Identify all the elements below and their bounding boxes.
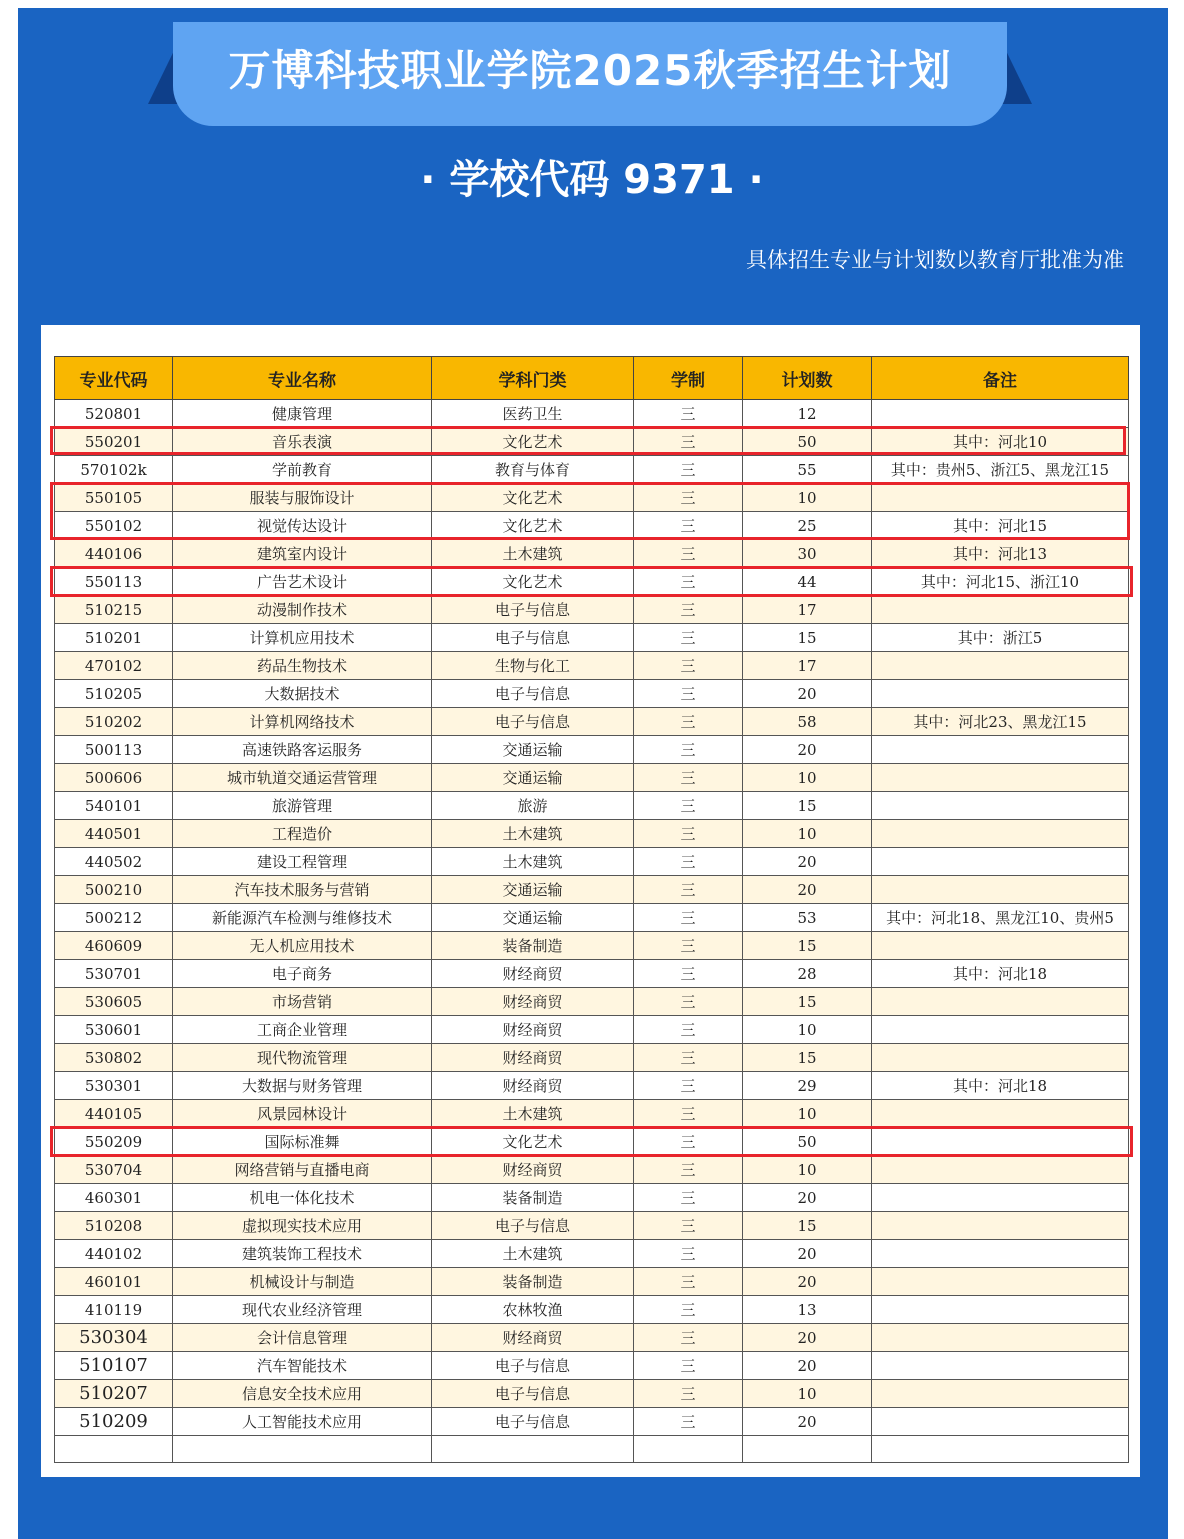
cell-category: 财经商贸	[432, 1156, 634, 1184]
cell-remarks	[872, 1380, 1129, 1408]
school-code: · 学校代码 9371 ·	[420, 157, 764, 203]
cell-category: 文化艺术	[432, 512, 634, 540]
cell-category: 财经商贸	[432, 1044, 634, 1072]
cell-remarks	[872, 1100, 1129, 1128]
table-row	[55, 652, 1129, 680]
empty-cell	[634, 1436, 743, 1463]
cell-category: 财经商贸	[432, 1016, 634, 1044]
table-row	[55, 1352, 1129, 1380]
cell-code: 530802	[55, 1044, 173, 1072]
cell-remarks	[872, 1184, 1129, 1212]
cell-category: 财经商贸	[432, 1072, 634, 1100]
cell-name: 信息安全技术应用	[173, 1380, 432, 1408]
cell-category: 医药卫生	[432, 400, 634, 428]
cell-duration: 三	[634, 1016, 743, 1044]
cell-duration: 三	[634, 568, 743, 596]
cell-remarks: 其中：河北23、黑龙江15	[872, 708, 1129, 736]
cell-code: 470102	[55, 652, 173, 680]
cell-duration: 三	[634, 1240, 743, 1268]
cell-name: 工程造价	[173, 820, 432, 848]
cell-code: 510209	[55, 1408, 173, 1436]
cell-name: 无人机应用技术	[173, 932, 432, 960]
cell-quota: 50	[743, 428, 872, 456]
cell-remarks: 其中：贵州5、浙江5、黑龙江15	[872, 456, 1129, 484]
table-row	[55, 764, 1129, 792]
table-row	[55, 1072, 1129, 1100]
cell-remarks	[872, 736, 1129, 764]
cell-remarks	[872, 876, 1129, 904]
cell-remarks	[872, 792, 1129, 820]
cell-duration: 三	[634, 1156, 743, 1184]
cell-quota: 15	[743, 624, 872, 652]
cell-duration: 三	[634, 400, 743, 428]
empty-cell	[872, 1436, 1129, 1463]
cell-remarks	[872, 1408, 1129, 1436]
cell-name: 健康管理	[173, 400, 432, 428]
cell-name: 建筑装饰工程技术	[173, 1240, 432, 1268]
cell-category: 电子与信息	[432, 708, 634, 736]
cell-category: 文化艺术	[432, 568, 634, 596]
cell-quota: 20	[743, 1408, 872, 1436]
cell-quota: 44	[743, 568, 872, 596]
cell-code: 520801	[55, 400, 173, 428]
cell-remarks	[872, 1016, 1129, 1044]
cell-remarks	[872, 596, 1129, 624]
cell-category: 电子与信息	[432, 1352, 634, 1380]
cell-remarks: 其中：河北10	[872, 428, 1129, 456]
cell-quota: 10	[743, 764, 872, 792]
cell-duration: 三	[634, 876, 743, 904]
cell-code: 530301	[55, 1072, 173, 1100]
cell-quota: 50	[743, 1128, 872, 1156]
cell-code: 510107	[55, 1352, 173, 1380]
cell-quota: 10	[743, 1156, 872, 1184]
cell-name: 人工智能技术应用	[173, 1408, 432, 1436]
cell-remarks	[872, 932, 1129, 960]
cell-category: 土木建筑	[432, 540, 634, 568]
cell-remarks	[872, 1156, 1129, 1184]
table-row	[55, 1268, 1129, 1296]
cell-remarks	[872, 680, 1129, 708]
cell-category: 文化艺术	[432, 1128, 634, 1156]
cell-duration: 三	[634, 540, 743, 568]
cell-code: 550209	[55, 1128, 173, 1156]
cell-quota: 10	[743, 1100, 872, 1128]
cell-name: 音乐表演	[173, 428, 432, 456]
table-row	[55, 1324, 1129, 1352]
cell-category: 教育与体育	[432, 456, 634, 484]
table-row	[55, 988, 1129, 1016]
table-row	[55, 792, 1129, 820]
cell-quota: 10	[743, 1380, 872, 1408]
cell-remarks: 其中：河北15、浙江10	[872, 568, 1129, 596]
cell-duration: 三	[634, 932, 743, 960]
cell-duration: 三	[634, 1184, 743, 1212]
cell-code: 500210	[55, 876, 173, 904]
table-row	[55, 540, 1129, 568]
cell-quota: 15	[743, 1212, 872, 1240]
cell-category: 电子与信息	[432, 1380, 634, 1408]
cell-code: 510202	[55, 708, 173, 736]
cell-name: 计算机应用技术	[173, 624, 432, 652]
cell-remarks: 其中：河北18、黑龙江10、贵州5	[872, 904, 1129, 932]
cell-code: 440106	[55, 540, 173, 568]
cell-name: 广告艺术设计	[173, 568, 432, 596]
cell-code: 550201	[55, 428, 173, 456]
cell-category: 土木建筑	[432, 820, 634, 848]
cell-category: 土木建筑	[432, 848, 634, 876]
cell-duration: 三	[634, 1408, 743, 1436]
approval-notice: 具体招生专业与计划数以教育厅批准为准	[746, 248, 1124, 272]
page-title: 万博科技职业学院2025秋季招生计划	[228, 46, 952, 95]
cell-remarks	[872, 1324, 1129, 1352]
cell-quota: 30	[743, 540, 872, 568]
cell-duration: 三	[634, 1324, 743, 1352]
cell-quota: 17	[743, 596, 872, 624]
cell-name: 网络营销与直播电商	[173, 1156, 432, 1184]
empty-cell	[173, 1436, 432, 1463]
cell-remarks	[872, 764, 1129, 792]
cell-code: 530605	[55, 988, 173, 1016]
cell-code: 440102	[55, 1240, 173, 1268]
cell-code: 530601	[55, 1016, 173, 1044]
cell-remarks: 其中：河北15	[872, 512, 1129, 540]
cell-duration: 三	[634, 960, 743, 988]
table-row	[55, 1016, 1129, 1044]
cell-name: 汽车智能技术	[173, 1352, 432, 1380]
cell-remarks	[872, 400, 1129, 428]
highlight-box	[50, 566, 1133, 597]
cell-quota: 12	[743, 400, 872, 428]
table-row	[55, 932, 1129, 960]
cell-category: 文化艺术	[432, 428, 634, 456]
table-header-row	[55, 357, 1129, 400]
cell-name: 风景园林设计	[173, 1100, 432, 1128]
table-row	[55, 820, 1129, 848]
col-header-name: 专业名称	[173, 357, 432, 400]
table-row	[55, 1156, 1129, 1184]
cell-duration: 三	[634, 1072, 743, 1100]
cell-name: 大数据技术	[173, 680, 432, 708]
cell-quota: 20	[743, 876, 872, 904]
table-row	[55, 904, 1129, 932]
cell-category: 装备制造	[432, 1184, 634, 1212]
cell-code: 510208	[55, 1212, 173, 1240]
cell-quota: 20	[743, 1324, 872, 1352]
col-header-category: 学科门类	[432, 357, 634, 400]
table-row	[55, 1380, 1129, 1408]
cell-duration: 三	[634, 904, 743, 932]
cell-category: 财经商贸	[432, 1324, 634, 1352]
cell-quota: 20	[743, 680, 872, 708]
cell-name: 建设工程管理	[173, 848, 432, 876]
cell-quota: 20	[743, 1268, 872, 1296]
cell-quota: 15	[743, 988, 872, 1016]
cell-name: 虚拟现实技术应用	[173, 1212, 432, 1240]
empty-cell	[743, 1436, 872, 1463]
cell-code: 530304	[55, 1324, 173, 1352]
cell-remarks: 其中：河北13	[872, 540, 1129, 568]
cell-duration: 三	[634, 1100, 743, 1128]
cell-duration: 三	[634, 1296, 743, 1324]
cell-duration: 三	[634, 736, 743, 764]
table-row	[55, 960, 1129, 988]
cell-category: 交通运输	[432, 904, 634, 932]
cell-name: 计算机网络技术	[173, 708, 432, 736]
cell-duration: 三	[634, 1380, 743, 1408]
cell-name: 电子商务	[173, 960, 432, 988]
cell-code: 550102	[55, 512, 173, 540]
cell-code: 510215	[55, 596, 173, 624]
cell-code: 440502	[55, 848, 173, 876]
cell-code: 550105	[55, 484, 173, 512]
cell-name: 工商企业管理	[173, 1016, 432, 1044]
cell-code: 440105	[55, 1100, 173, 1128]
cell-category: 装备制造	[432, 932, 634, 960]
cell-code: 460609	[55, 932, 173, 960]
cell-remarks	[872, 988, 1129, 1016]
cell-category: 文化艺术	[432, 484, 634, 512]
cell-code: 510205	[55, 680, 173, 708]
cell-category: 装备制造	[432, 1268, 634, 1296]
empty-cell	[55, 1436, 173, 1463]
cell-name: 高速铁路客运服务	[173, 736, 432, 764]
cell-name: 建筑室内设计	[173, 540, 432, 568]
cell-name: 会计信息管理	[173, 1324, 432, 1352]
cell-category: 生物与化工	[432, 652, 634, 680]
cell-category: 电子与信息	[432, 680, 634, 708]
table-row	[55, 1184, 1129, 1212]
cell-duration: 三	[634, 680, 743, 708]
cell-duration: 三	[634, 1352, 743, 1380]
cell-remarks: 其中：浙江5	[872, 624, 1129, 652]
table-row	[55, 1296, 1129, 1324]
table-row	[55, 456, 1129, 484]
table-row	[55, 624, 1129, 652]
cell-code: 510207	[55, 1380, 173, 1408]
cell-code: 500212	[55, 904, 173, 932]
table-row	[55, 736, 1129, 764]
cell-remarks: 其中：河北18	[872, 1072, 1129, 1100]
cell-name: 大数据与财务管理	[173, 1072, 432, 1100]
table-row	[55, 1212, 1129, 1240]
cell-name: 国际标准舞	[173, 1128, 432, 1156]
cell-category: 电子与信息	[432, 1212, 634, 1240]
cell-quota: 10	[743, 820, 872, 848]
cell-name: 学前教育	[173, 456, 432, 484]
cell-duration: 三	[634, 456, 743, 484]
cell-quota: 55	[743, 456, 872, 484]
cell-quota: 10	[743, 1016, 872, 1044]
cell-quota: 20	[743, 1352, 872, 1380]
table-row	[55, 1044, 1129, 1072]
cell-quota: 25	[743, 512, 872, 540]
cell-name: 现代农业经济管理	[173, 1296, 432, 1324]
cell-name: 城市轨道交通运营管理	[173, 764, 432, 792]
cell-category: 电子与信息	[432, 1408, 634, 1436]
cell-remarks	[872, 848, 1129, 876]
cell-quota: 15	[743, 932, 872, 960]
cell-quota: 58	[743, 708, 872, 736]
cell-quota: 20	[743, 1240, 872, 1268]
title-banner	[173, 22, 1007, 126]
cell-name: 服装与服饰设计	[173, 484, 432, 512]
cell-code: 460301	[55, 1184, 173, 1212]
table-row	[55, 876, 1129, 904]
cell-code: 500606	[55, 764, 173, 792]
cell-code: 540101	[55, 792, 173, 820]
cell-code: 530704	[55, 1156, 173, 1184]
cell-quota: 20	[743, 736, 872, 764]
table-row	[55, 1240, 1129, 1268]
table-body	[55, 400, 1129, 1463]
table-row	[55, 848, 1129, 876]
cell-name: 市场营销	[173, 988, 432, 1016]
col-header-code: 专业代码	[55, 357, 173, 400]
cell-code: 440501	[55, 820, 173, 848]
col-header-remarks: 备注	[872, 357, 1129, 400]
cell-code: 510201	[55, 624, 173, 652]
table-row	[55, 708, 1129, 736]
cell-code: 460101	[55, 1268, 173, 1296]
col-header-quota: 计划数	[743, 357, 872, 400]
cell-name: 旅游管理	[173, 792, 432, 820]
cell-category: 旅游	[432, 792, 634, 820]
table-row	[55, 596, 1129, 624]
cell-duration: 三	[634, 792, 743, 820]
cell-duration: 三	[634, 484, 743, 512]
cell-duration: 三	[634, 652, 743, 680]
cell-category: 财经商贸	[432, 988, 634, 1016]
cell-quota: 10	[743, 484, 872, 512]
cell-category: 财经商贸	[432, 960, 634, 988]
cell-remarks	[872, 1044, 1129, 1072]
cell-quota: 17	[743, 652, 872, 680]
cell-name: 机电一体化技术	[173, 1184, 432, 1212]
cell-name: 药品生物技术	[173, 652, 432, 680]
cell-code: 410119	[55, 1296, 173, 1324]
cell-name: 新能源汽车检测与维修技术	[173, 904, 432, 932]
cell-category: 电子与信息	[432, 596, 634, 624]
cell-duration: 三	[634, 848, 743, 876]
cell-quota: 15	[743, 792, 872, 820]
highlight-box	[50, 1126, 1133, 1157]
cell-name: 现代物流管理	[173, 1044, 432, 1072]
highlight-box	[50, 482, 1130, 540]
cell-quota: 53	[743, 904, 872, 932]
cell-remarks	[872, 1296, 1129, 1324]
empty-cell	[432, 1436, 634, 1463]
cell-duration: 三	[634, 1128, 743, 1156]
cell-category: 电子与信息	[432, 624, 634, 652]
table-row	[55, 1408, 1129, 1436]
cell-duration: 三	[634, 764, 743, 792]
cell-quota: 29	[743, 1072, 872, 1100]
cell-duration: 三	[634, 1268, 743, 1296]
cell-category: 土木建筑	[432, 1100, 634, 1128]
cell-category: 土木建筑	[432, 1240, 634, 1268]
cell-duration: 三	[634, 624, 743, 652]
cell-category: 农林牧渔	[432, 1296, 634, 1324]
cell-duration: 三	[634, 708, 743, 736]
cell-quota: 28	[743, 960, 872, 988]
cell-remarks	[872, 1352, 1129, 1380]
cell-code: 550113	[55, 568, 173, 596]
table-row-empty	[55, 1436, 1129, 1463]
cell-duration: 三	[634, 596, 743, 624]
table-row	[55, 400, 1129, 428]
cell-name: 视觉传达设计	[173, 512, 432, 540]
cell-name: 机械设计与制造	[173, 1268, 432, 1296]
cell-remarks: 其中：河北18	[872, 960, 1129, 988]
col-header-duration: 学制	[634, 357, 743, 400]
cell-quota: 15	[743, 1044, 872, 1072]
cell-code: 570102k	[55, 456, 173, 484]
cell-remarks	[872, 820, 1129, 848]
cell-code: 500113	[55, 736, 173, 764]
cell-duration: 三	[634, 512, 743, 540]
cell-remarks	[872, 652, 1129, 680]
cell-code: 530701	[55, 960, 173, 988]
cell-category: 交通运输	[432, 764, 634, 792]
cell-duration: 三	[634, 988, 743, 1016]
cell-remarks	[872, 1240, 1129, 1268]
cell-category: 交通运输	[432, 876, 634, 904]
cell-remarks	[872, 1212, 1129, 1240]
cell-duration: 三	[634, 428, 743, 456]
cell-duration: 三	[634, 820, 743, 848]
cell-name: 动漫制作技术	[173, 596, 432, 624]
highlight-box	[50, 426, 1126, 455]
cell-category: 交通运输	[432, 736, 634, 764]
table-row	[55, 1100, 1129, 1128]
cell-quota: 20	[743, 848, 872, 876]
table-row	[55, 680, 1129, 708]
cell-quota: 13	[743, 1296, 872, 1324]
cell-quota: 20	[743, 1184, 872, 1212]
cell-remarks	[872, 1268, 1129, 1296]
cell-duration: 三	[634, 1212, 743, 1240]
cell-duration: 三	[634, 1044, 743, 1072]
cell-name: 汽车技术服务与营销	[173, 876, 432, 904]
